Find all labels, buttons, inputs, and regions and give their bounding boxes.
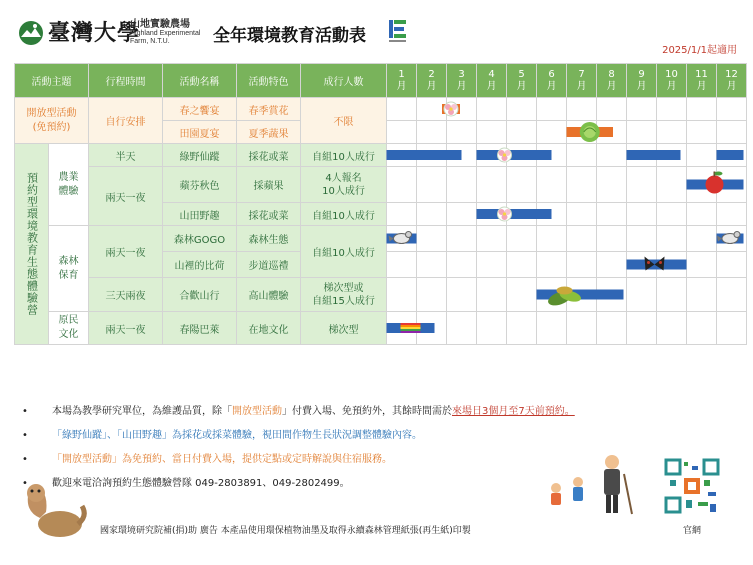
- activity-name: 春之饗宴: [163, 98, 237, 121]
- activity-feature: 步道巡禮: [237, 252, 301, 278]
- header-theme: 活動主題: [15, 64, 89, 98]
- header-month: 9 月: [627, 64, 657, 98]
- open-activity-group: 開放型活動 (免預約): [15, 98, 89, 144]
- effective-date: 2025/1/1起適用: [662, 45, 737, 56]
- header-month: 1 月: [387, 64, 417, 98]
- header-month: 11 月: [687, 64, 717, 98]
- activity-name: 森林GOGO: [163, 226, 237, 252]
- activity-time: 三天兩夜: [89, 278, 163, 312]
- note-text: 歡迎來電洽詢預約生態體驗營隊 049-2803891、049-2802499。: [52, 478, 350, 489]
- header-people: 成行人數: [301, 64, 387, 98]
- note-text: 」付費入場、免預約外，其餘時間需於: [282, 406, 452, 417]
- activity-feature: 採花或菜: [237, 203, 301, 226]
- farm-name-block: [130, 20, 200, 46]
- forest-group: 森林 保育: [49, 226, 89, 312]
- farm-group: 農業 體驗: [49, 144, 89, 226]
- activity-people: 4人報名 10人成行: [301, 167, 387, 203]
- table-header-row: [15, 64, 747, 98]
- activity-feature: 採花或菜: [237, 144, 301, 167]
- note-text: 開放型活動: [232, 406, 282, 417]
- activity-feature: 在地文化: [237, 312, 301, 345]
- activity-feature: 高山體驗: [237, 278, 301, 312]
- note-text: 本場為教學研究單位，為維護品質，除「: [52, 406, 232, 417]
- open-activity-time: 自行安排: [89, 98, 163, 144]
- farm-name-en-2: Farm, N.T.U.: [130, 38, 170, 45]
- reserve-group: 預約型環境教育生態體驗營: [15, 144, 49, 345]
- activity-people: 自組10人成行: [301, 203, 387, 226]
- header-month: 12 月: [717, 64, 747, 98]
- native-group: 原民 文化: [49, 312, 89, 345]
- header-month: 7 月: [567, 64, 597, 98]
- note-text: 「開放型活動」為免預約、當日付費入場，提供定點或定時解說與住宿服務。: [52, 454, 392, 465]
- header-month: 3 月: [447, 64, 477, 98]
- activity-people: 自組10人成行: [301, 144, 387, 167]
- activity-name: 蘋芬秋色: [163, 167, 237, 203]
- footer-text: 國家環境研究院補(捐)助 廣告 本產品使用環保植物油墨及取得永續森林管理紙張(再生紙)印製: [100, 526, 471, 536]
- header-month: 4 月: [477, 64, 507, 98]
- activity-people: 梯次型或 自組15人成行: [301, 278, 387, 312]
- header-month: 10 月: [657, 64, 687, 98]
- activity-time: 兩天一夜: [89, 226, 163, 278]
- university-name: 臺灣大學: [48, 20, 141, 46]
- header-time: 行程時間: [89, 64, 163, 98]
- farm-name-zh: 山地實驗農場: [130, 19, 190, 30]
- bullet: •: [22, 454, 28, 465]
- activity-schedule-table: [14, 63, 747, 345]
- activity-name: 春陽巴萊: [163, 312, 237, 345]
- qr-code-icon: [664, 458, 720, 514]
- activity-time: 兩天一夜: [89, 167, 163, 226]
- activity-name: 田園夏宴: [163, 121, 237, 144]
- activity-feature: 森林生態: [237, 226, 301, 252]
- note-text: 來場日3個月至7天前預約。: [452, 406, 575, 417]
- page-title: 全年環境教育活動表: [213, 26, 366, 46]
- farm-logo-icon: [18, 20, 44, 46]
- farm-name-en-1: Highland Experimental: [130, 30, 201, 37]
- bullet: •: [22, 406, 28, 417]
- environmental-education-logo-icon: [388, 19, 408, 43]
- activity-feature: 春季賞花: [237, 98, 301, 121]
- header-month: 6 月: [537, 64, 567, 98]
- activity-time: 半天: [89, 144, 163, 167]
- activity-time: 兩天一夜: [89, 312, 163, 345]
- header-activity: 活動名稱: [163, 64, 237, 98]
- note-item: [20, 400, 740, 424]
- table-row: [15, 144, 747, 167]
- note-item: [20, 424, 740, 448]
- activity-feature: 採蘋果: [237, 167, 301, 203]
- activity-people: 不限: [301, 98, 387, 144]
- table-row: [15, 312, 747, 345]
- activity-name: 山裡的比荷: [163, 252, 237, 278]
- header-month: 2 月: [417, 64, 447, 98]
- bullet: •: [22, 430, 28, 441]
- table-row: [15, 167, 747, 203]
- table-row: [15, 98, 747, 121]
- header-month: 8 月: [597, 64, 627, 98]
- activity-people: 梯次型: [301, 312, 387, 345]
- activity-name: 合歡山行: [163, 278, 237, 312]
- header-feature: 活動特色: [237, 64, 301, 98]
- hikers-illustration-icon: [540, 452, 650, 518]
- official-site-label[interactable]: 官網: [683, 526, 702, 536]
- bullet: •: [22, 478, 28, 489]
- activity-people: 自組10人成行: [301, 226, 387, 278]
- note-text: 「綠野仙蹤」、「山田野趣」為採花或採菜體驗，視田間作物生長狀況調整體驗內容。: [52, 430, 422, 441]
- header-month: 5 月: [507, 64, 537, 98]
- activity-name: 山田野趣: [163, 203, 237, 226]
- weasel-illustration-icon: [18, 478, 88, 540]
- activity-name: 綠野仙蹤: [163, 144, 237, 167]
- activity-feature: 夏季蔬果: [237, 121, 301, 144]
- table-row: [15, 278, 747, 312]
- table-row: [15, 226, 747, 252]
